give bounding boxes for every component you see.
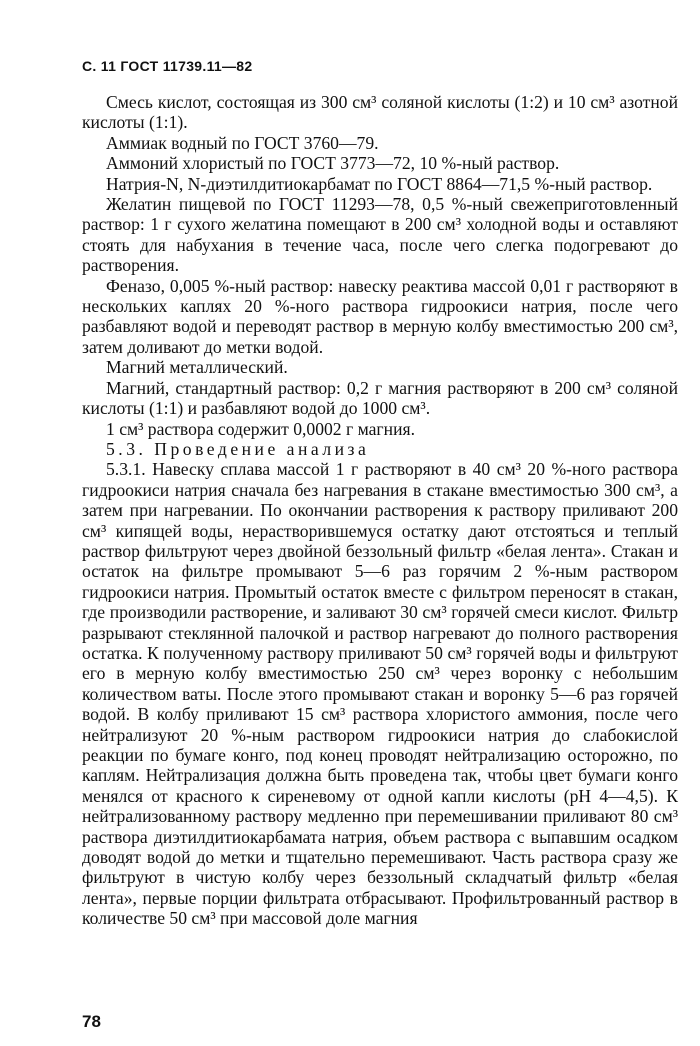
paragraph-dithiocarbamate: Натрия-N, N-диэтилдитиокарбамат по ГОСТ 8864—71,5 %-ный раствор. bbox=[106, 173, 653, 194]
paragraph-gelatin: Желатин пищевой по ГОСТ 11293—78, 0,5 %-ный свежеприготовленный раствор: 1 г сухого желатина помещают в 200 см³ холодной воды и оставляют стоять для набухания в течение часа, после чего слегка подогревают до растворения. bbox=[82, 194, 678, 276]
paragraph-magnesium-metal: Магний металлический. bbox=[106, 357, 288, 378]
paragraph-procedure: 5.3.1. Навеску сплава массой 1 г растворяют в 40 см³ 20 %-ного раствора гидроокиси натрия сначала без нагревания в стакане вместимостью 300 см³, а затем при нагревании. По окончании растворения к раствору приливают 200 см³ кипящей воды, нерастворившемуся остатку дают отстояться и теплый раствор фильтруют через двойной беззольный фильтр «белая лента». Стакан и остаток на фильтре промывают 5—6 раз горячим 2 %-ным раствором гидроокиси натрия. Промытый остаток вместе с фильтром переносят в стакан, где производили растворение, и заливают 30 см³ горячей смеси кислот. Фильтр разрывают стеклянной палочкой и раствор нагревают до полного растворения остатка. К полученному раствору приливают 50 см³ горячей воды и фильтруют его в мерную колбу вместимостью 250 см³ через воронку с небольшим количеством ваты. После этого промывают стакан и воронку 5—6 раз горячей водой. В колбу приливают 15 см³ раствора хлористого аммония, после чего нейтрализуют 20 %-ным раствором гидроокиси натрия до слабокислой реакции по бумаге конго, под конец проводят нейтрализацию осторожно, по каплям. Нейтрализация должна быть проведена так, чтобы цвет бумаги конго менялся от красного к сиреневому от одной капли кислоты (рН 4—4,5). К нейтрализованному раствору медленно при перемешивании приливают 80 см³ раствора диэтилдитиокарбамата натрия, объем раствора с выпавшим осадком доводят водой до метки и тщательно перемешивают. Часть раствора сразу же фильтруют в чистую колбу через беззольный складчатый фильтр «белая лента», первые порции фильтрата отбрасывают. Профильтрованный раствор в количестве 50 см³ при массовой доле магния bbox=[82, 459, 678, 929]
document-body bbox=[82, 92, 678, 929]
section-heading: 5.3. Проведение анализа bbox=[106, 438, 370, 459]
paragraph-acid-mixture: Смесь кислот, состоящая из 300 см³ соляной кислоты (1:2) и 10 см³ азотной кислоты (1:1). bbox=[82, 92, 678, 133]
running-head: С. 11 ГОСТ 11739.11—82 bbox=[82, 58, 253, 74]
paragraph-magnesium-standard: Магний, стандартный раствор: 0,2 г магния растворяют в 200 см³ соляной кислоты (1:1) и разбавляют водой до 1000 см³. bbox=[82, 377, 678, 419]
page-number: 78 bbox=[82, 1012, 101, 1031]
paragraph-magnesium-content: 1 см³ раствора содержит 0,0002 г магния. bbox=[106, 418, 415, 439]
paragraph-ammonia: Аммиак водный по ГОСТ 3760—79. bbox=[106, 132, 379, 153]
paragraph-ammonium-chloride: Аммоний хлористый по ГОСТ 3773—72, 10 %-ный раствор. bbox=[106, 153, 560, 174]
paragraph-fenazo: Феназо, 0,005 %-ный раствор: навеску реактива массой 0,01 г растворяют в нескольких каплях 20 %-ного раствора гидроокиси натрия, после чего разбавляют водой и переводят раствор в мерную колбу вместимостью 200 см³, затем доливают до метки водой. bbox=[82, 275, 678, 357]
